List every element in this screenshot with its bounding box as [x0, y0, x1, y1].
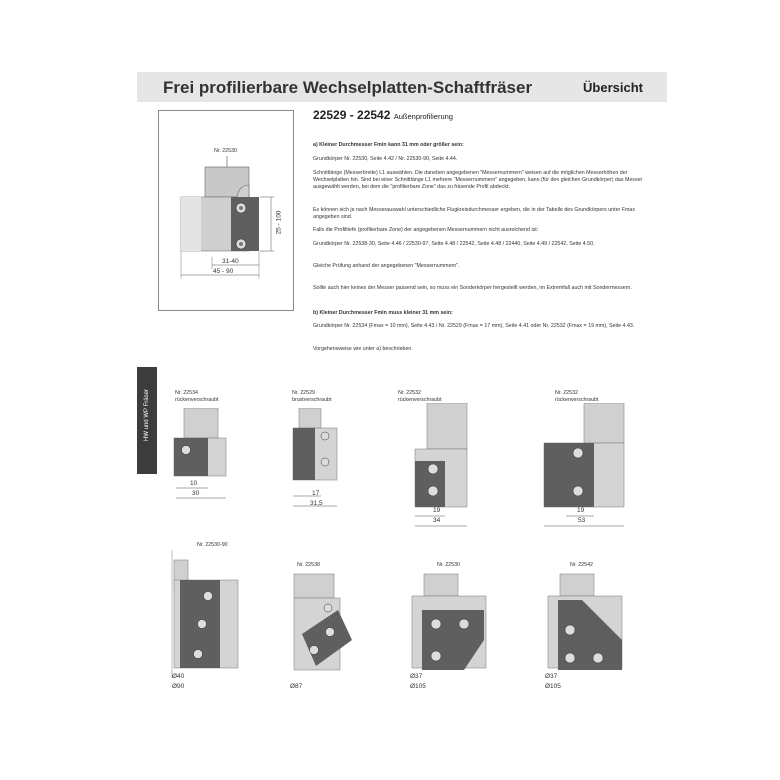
fig8-dim2: Ø105	[545, 683, 561, 690]
fig7-dim1: Ø37	[410, 673, 423, 680]
fig5-label: Nr. 22530-90	[197, 542, 228, 548]
fig4-label: Nr. 22532 rückenverschraubt	[555, 390, 599, 403]
section-a-p2: Schnittlänge (Messerbreite) L1 auswählen. Die daneben angegebenen "Messernummern" weisen auf die möglichen Messerhöhen der Wechselplatten hin. Sind bei einer Schnittlänge L1 mehrere "Messernummern" angegeben, kann (für den gleichen Grundkörper) das Messer ausgewählt werden, bei dem die "profilierbare Zone" das zu fräsende Profil abdeckt.	[313, 170, 643, 190]
section-a-heading: a) Kleiner Durchmesser Fmin kann 31 mm oder größer sein:	[313, 142, 464, 148]
side-tab	[137, 367, 157, 474]
main-figure-label: Nr. 22530	[214, 148, 237, 154]
fig4-dim1: 19	[577, 507, 585, 514]
fig2-label: Nr. 22529 brustverschraubt	[292, 390, 332, 403]
fig8-dim1: Ø37	[545, 673, 558, 680]
main-figure-frame	[158, 110, 294, 311]
fig6-drawing	[288, 570, 358, 680]
fig3-dim1: 19	[433, 507, 441, 514]
fig7-label: Nr. 22530	[437, 562, 460, 568]
section-b-p2: Vorgehensweise wie unter a) beschrieben.	[313, 346, 413, 352]
range-numbers: 22529 - 22542	[313, 108, 391, 122]
page-header	[137, 72, 667, 102]
fig8-label: Nr. 22542	[570, 562, 593, 568]
fig5-dim1: Ø40	[172, 673, 185, 680]
fig5-drawing	[168, 550, 246, 680]
dim-outer: 45 - 90	[213, 268, 234, 275]
fig1-label: Nr. 22534 rückenverschraubt	[175, 390, 219, 403]
section-a-p7: Sollte auch hier keines der Messer passend sein, so muss ein Sonderkörper hergestellt werden, im Extremfall auch mit Sondermessern.	[313, 285, 632, 291]
fig1-dim1: 10	[190, 480, 198, 487]
fig3-label: Nr. 22532 rückenverschraubt	[398, 390, 442, 403]
fig6-dim2: Ø87	[290, 683, 303, 690]
dim-height: 25 - 100	[275, 210, 283, 235]
dim-inner: 31-40	[222, 258, 239, 265]
side-tab-label: HW und WP Fräser	[144, 389, 150, 441]
range-subtitle: Außenprofilierung	[393, 112, 453, 121]
fig2-dim1: 17	[312, 490, 320, 497]
fig1-dim2: 30	[192, 490, 200, 497]
fig3-dim2: 34	[433, 517, 441, 524]
section-a-p4: Falls die Profiltiefe (profilierbare Zone) der angegebenen Messernummern nicht ausreichend ist:	[313, 227, 539, 233]
page-title: Frei profilierbare Wechselplatten-Schaftfräser	[163, 78, 533, 97]
fig7-dim2: Ø105	[410, 683, 426, 690]
fig8-drawing	[542, 570, 632, 680]
section-a-p3: Es können sich je nach Messerauswahl unterschiedliche Flugkreisdurchmesser ergeben, die in der Tabelle des Grundkörpers unter Fmax angegeben sind.	[313, 207, 636, 220]
section-b-heading: b) Kleiner Durchmesser Fmin muss kleiner 31 mm sein:	[313, 310, 453, 316]
fig2-dim2: 31,5	[310, 500, 323, 507]
overview-badge: Übersicht	[583, 80, 643, 95]
section-a-p1: Grundkörper Nr. 22530, Seite 4.42 / Nr. 22530-90, Seite 4.44.	[313, 156, 458, 162]
fig1-drawing	[168, 408, 238, 500]
fig4-dim2: 53	[578, 517, 586, 524]
fig6-label: Nr. 22538	[297, 562, 320, 568]
fig2-drawing	[285, 408, 355, 508]
fig4-drawing	[540, 403, 630, 531]
section-b-p1: Grundkörper Nr. 22534 (Fmax = 10 mm), Seite 4.43 / Nr. 22529 (Fmax = 17 mm), Seite 4.41 oder Nr. 22532 (Fmax = 19 mm), Seite 4.43.	[313, 323, 635, 329]
article-range	[313, 108, 453, 122]
section-a-p6: Gleiche Prüfung anhand der angegebenen "Messernummern".	[313, 263, 460, 269]
fig7-drawing	[406, 570, 496, 680]
fig5-dim2: Ø90	[172, 683, 185, 690]
section-a-p5: Grundkörper Nr. 22538-30, Seite 4.46 / 22530-97, Seite 4.48 / 22542, Seite 4.48 / 22440, Seite 4.49 / 22542, Seite 4.50.	[313, 241, 595, 247]
